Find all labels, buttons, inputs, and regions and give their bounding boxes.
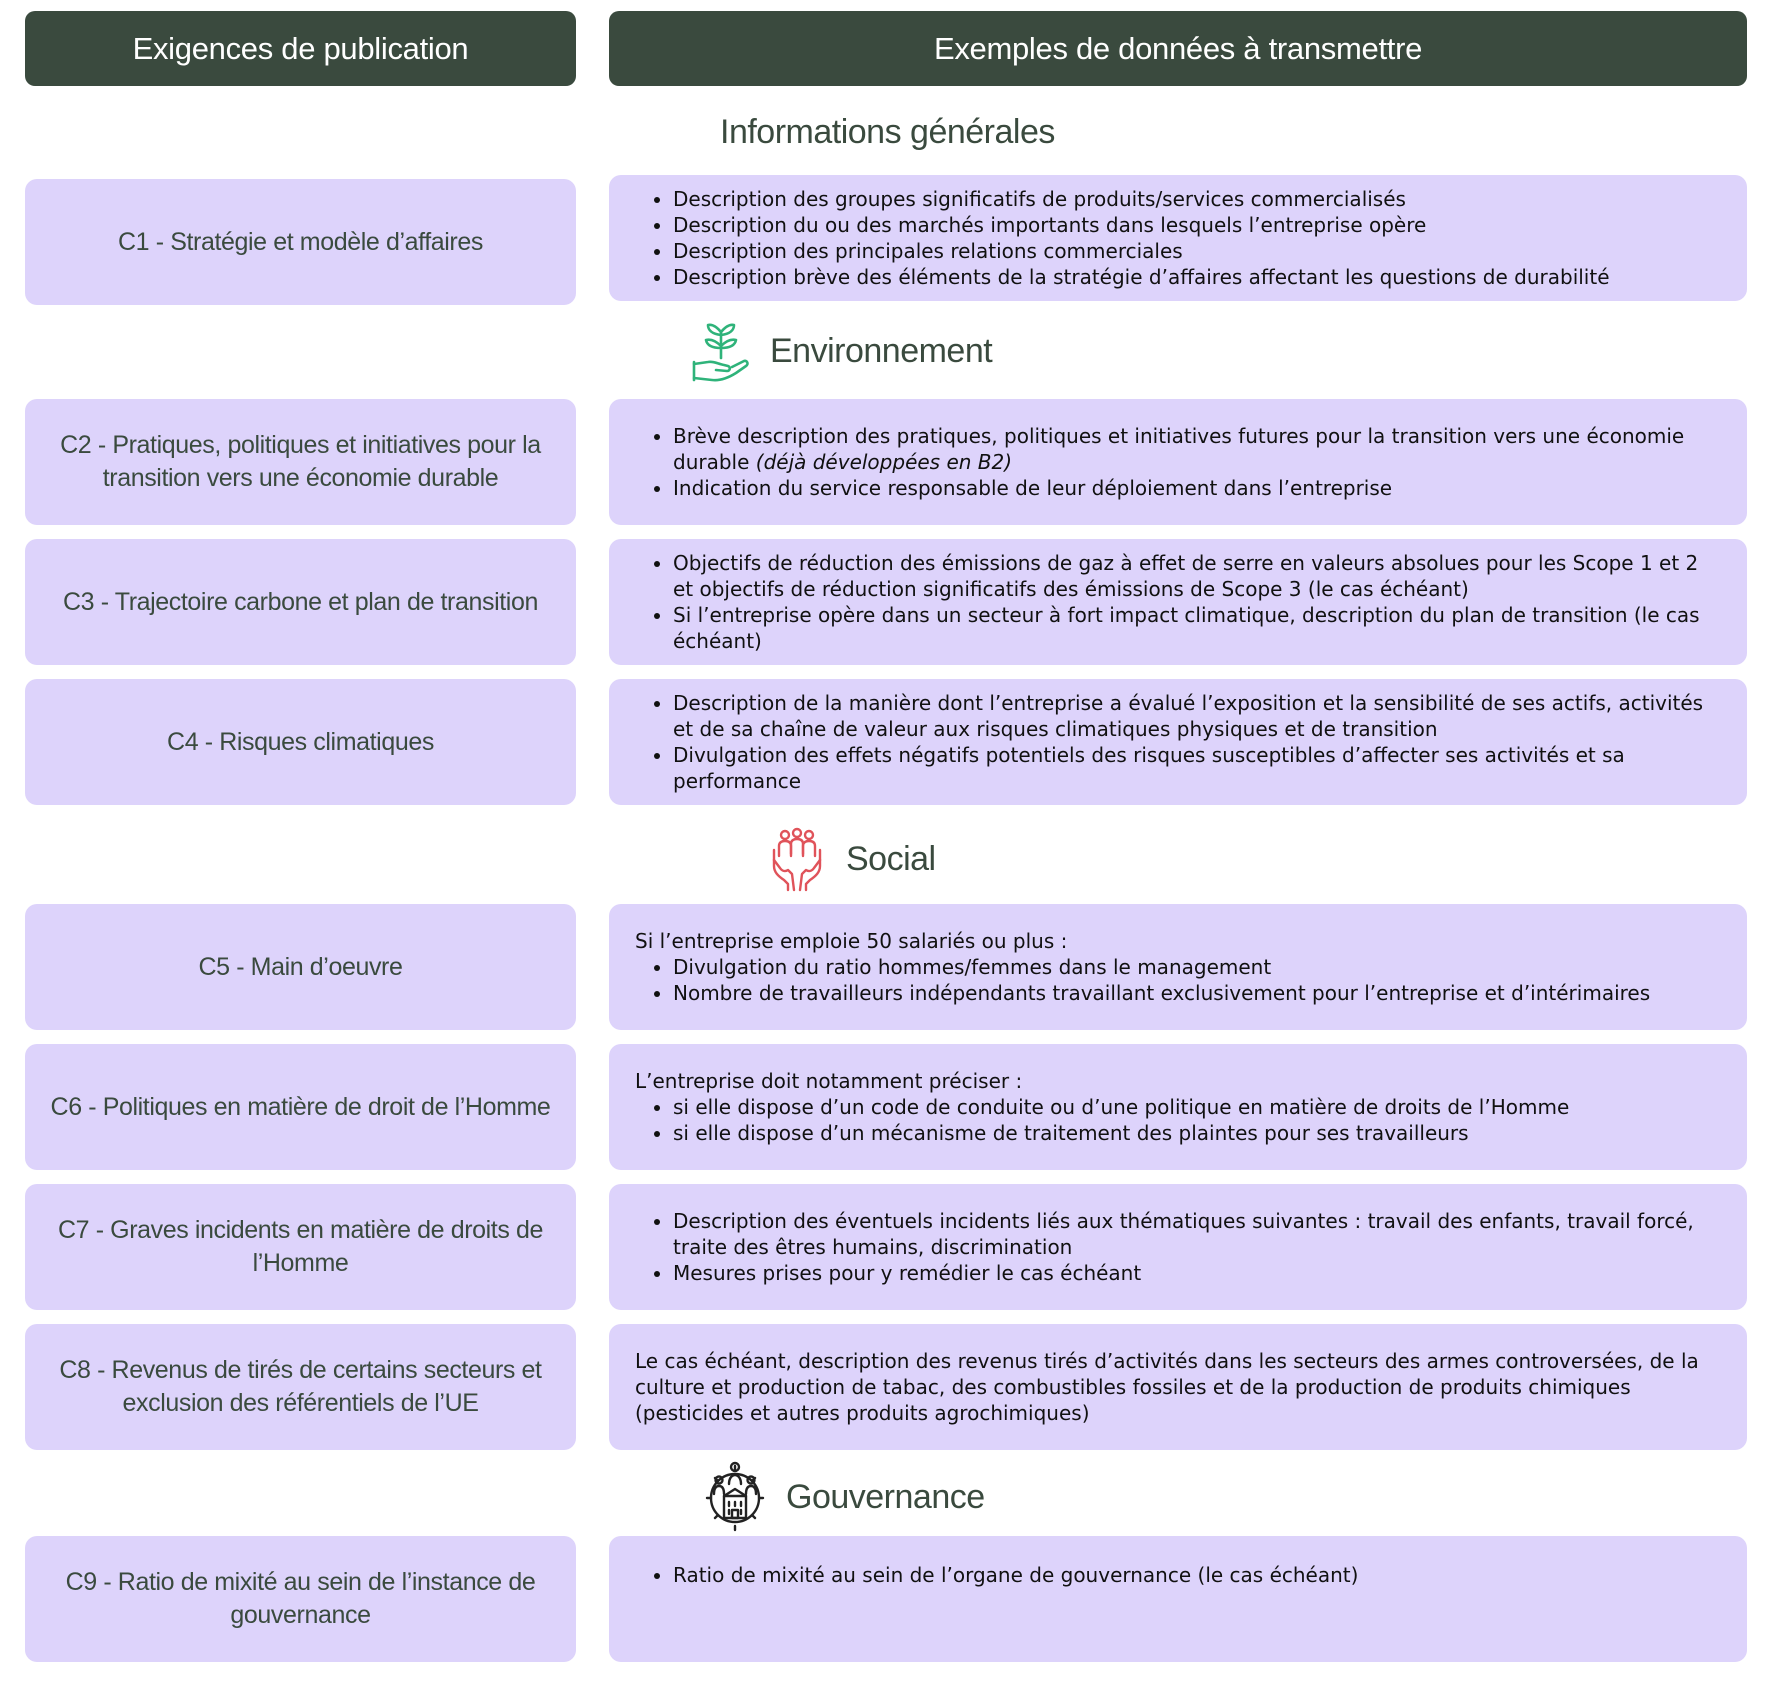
bullet-list-c5 <box>635 954 1719 1006</box>
data-examples-c1 <box>609 175 1747 301</box>
list-item: • Objectifs de réduction des émissions de gaz à effet de serre en valeurs absolues pour les Scope 1 et 2 et objectifs de réduction significatifs des émissions de Scope 3 (le cas échéant) <box>673 550 1719 602</box>
list-item: • Ratio de mixité au sein de l’organe de gouvernance (le cas échéant) <box>673 1562 1719 1588</box>
bullet-italic-note: (déjà développées en B2) <box>755 450 1013 474</box>
list-item: • si elle dispose d’un mécanisme de traitement des plaintes pour ses travailleurs <box>673 1120 1719 1146</box>
header-data-examples: Exemples de données à transmettre <box>609 11 1747 86</box>
list-item: • Description des principales relations commerciales <box>673 238 1719 264</box>
data-examples-c8 <box>609 1324 1747 1450</box>
data-examples-c3 <box>609 539 1747 665</box>
list-item: • Description des groupes significatifs de produits/services commercialisés <box>673 186 1719 212</box>
list-item: • Nombre de travailleurs indépendants travaillant exclusivement pour l’entreprise et d’intérimaires <box>673 980 1719 1006</box>
requirement-c1: C1 - Stratégie et modèle d’affaires <box>25 179 576 305</box>
section-title-governance-label: Gouvernance <box>786 1477 985 1516</box>
section-title-social <box>766 826 936 892</box>
bullet-list-c3 <box>635 550 1719 654</box>
list-item: • Description des éventuels incidents liés aux thématiques suivantes : travail des enfants, travail forcé, traite des êtres humains, discrimination <box>673 1208 1719 1260</box>
list-item: • Indication du service responsable de leur déploiement dans l’entreprise <box>673 475 1719 501</box>
list-item: • Divulgation des effets négatifs potentiels des risques susceptibles d’affecter ses activités et sa performance <box>673 742 1719 794</box>
plant-in-hand-icon <box>690 318 752 384</box>
data-examples-c6 <box>609 1044 1747 1170</box>
requirement-c6: C6 - Politiques en matière de droit de l’Homme <box>25 1044 576 1170</box>
section-title-environment-label: Environnement <box>770 331 993 370</box>
list-item: • Divulgation du ratio hommes/femmes dans le management <box>673 954 1719 980</box>
list-item: • Si l’entreprise opère dans un secteur à fort impact climatique, description du plan de transition (le cas échéant) <box>673 602 1719 654</box>
bullet-text: Brève description des pratiques, politiques et initiatives futures pour la transition vers une économie durable <box>673 424 1685 474</box>
list-item: • si elle dispose d’un code de conduite ou d’une politique en matière de droits de l’Homme <box>673 1094 1719 1120</box>
bullet-list-c4 <box>635 690 1719 794</box>
requirement-c5: C5 - Main d’oeuvre <box>25 904 576 1030</box>
intro-text: L’entreprise doit notamment préciser : <box>635 1069 1023 1093</box>
section-title-general <box>720 108 1055 156</box>
people-in-hands-icon <box>766 826 828 892</box>
list-item <box>673 423 1719 475</box>
bullet-list-c7 <box>635 1208 1719 1286</box>
section-title-governance <box>702 1460 985 1534</box>
bullet-list-c2 <box>635 423 1719 501</box>
data-examples-c2 <box>609 399 1747 525</box>
people-gear-building-icon <box>702 1460 768 1534</box>
requirement-c7: C7 - Graves incidents en matière de droits de l’Homme <box>25 1184 576 1310</box>
list-item: • Description du ou des marchés importants dans lesquels l’entreprise opère <box>673 212 1719 238</box>
requirement-c3: C3 - Trajectoire carbone et plan de transition <box>25 539 576 665</box>
requirement-c4: C4 - Risques climatiques <box>25 679 576 805</box>
data-examples-c5 <box>609 904 1747 1030</box>
section-title-social-label: Social <box>846 839 936 878</box>
intro-text: Si l’entreprise emploie 50 salariés ou plus : <box>635 929 1068 953</box>
bullet-list-c1 <box>635 186 1719 290</box>
list-item: • Mesures prises pour y remédier le cas échéant <box>673 1260 1719 1286</box>
requirement-c2: C2 - Pratiques, politiques et initiatives pour la transition vers une économie durable <box>25 399 576 525</box>
section-title-general-label: Informations générales <box>720 112 1055 151</box>
list-item: • Description de la manière dont l’entreprise a évalué l’exposition et la sensibilité de ses actifs, activités et de sa chaîne de valeur aux risques climatiques physiques et de transition <box>673 690 1719 742</box>
data-examples-c7 <box>609 1184 1747 1310</box>
bullet-list-c6 <box>635 1094 1719 1146</box>
bullet-list-c9 <box>635 1562 1719 1588</box>
section-title-environment <box>690 318 992 384</box>
requirement-c8: C8 - Revenus de tirés de certains secteurs et exclusion des référentiels de l’UE <box>25 1324 576 1450</box>
data-examples-c9 <box>609 1536 1747 1662</box>
requirement-c9: C9 - Ratio de mixité au sein de l’instance de gouvernance <box>25 1536 576 1662</box>
list-item: • Description brève des éléments de la stratégie d’affaires affectant les questions de durabilité <box>673 264 1719 290</box>
header-requirements: Exigences de publication <box>25 11 576 86</box>
paragraph-text: Le cas échéant, description des revenus tirés d’activités dans les secteurs des armes controversées, de la culture et production de tabac, des combustibles fossiles et de la production de produits chimiques (pesticides et autres produits agrochimiques) <box>635 1349 1699 1425</box>
data-examples-c4 <box>609 679 1747 805</box>
